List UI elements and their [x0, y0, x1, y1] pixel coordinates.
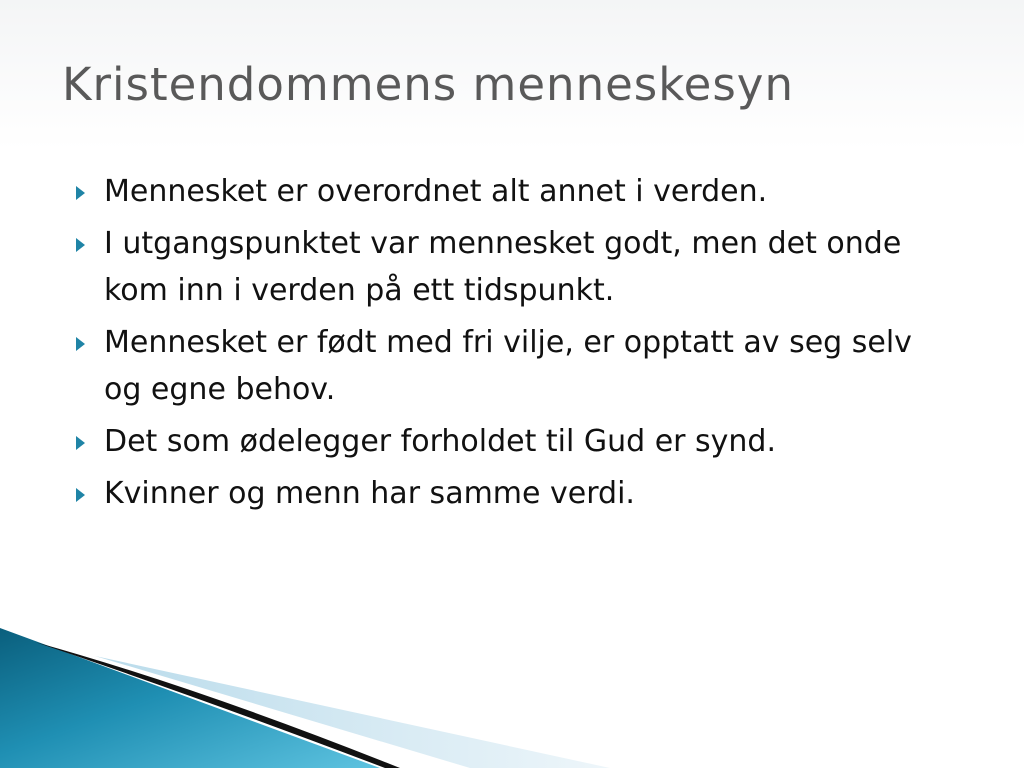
slide-title: Kristendommens menneskesyn [62, 58, 794, 111]
triangle-right-icon [76, 436, 85, 450]
bullet-list [76, 168, 956, 522]
bullet-item [76, 220, 956, 314]
bullet-item [76, 168, 956, 215]
decorative-teal-band [0, 628, 380, 768]
decorative-corner-swoosh [0, 628, 1024, 768]
bullet-item [76, 319, 956, 413]
triangle-right-icon [76, 186, 85, 200]
bullet-text: Mennesket er født med fri vilje, er opptatt av seg selv og egne behov. [104, 325, 912, 407]
triangle-right-icon [76, 337, 85, 351]
bullet-text: Kvinner og menn har samme verdi. [104, 476, 635, 511]
triangle-right-icon [76, 488, 85, 502]
bullet-item [76, 470, 956, 517]
bullet-item [76, 418, 956, 465]
triangle-right-icon [76, 238, 85, 252]
bullet-text: I utgangspunktet var mennesket godt, men det onde kom inn i verden på ett tidspunkt. [104, 226, 902, 308]
decorative-black-stripe [35, 642, 400, 768]
bullet-text: Mennesket er overordnet alt annet i verden. [104, 174, 768, 209]
decorative-light-band [95, 656, 610, 768]
bullet-text: Det som ødelegger forholdet til Gud er synd. [104, 424, 776, 459]
